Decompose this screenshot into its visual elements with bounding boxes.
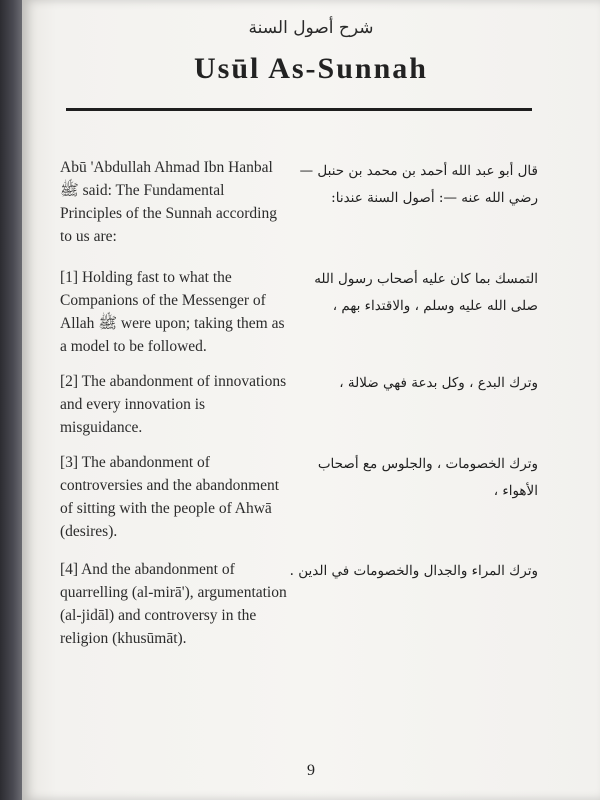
page-number: 9 <box>307 762 315 779</box>
arabic-header-title: شرح أصول السنة <box>248 18 374 38</box>
principle-1-english: [1] Holding fast to what the Companions of the Messenger of Allah ﷺ were upon; taking them as a model to be followed. <box>60 269 285 355</box>
book-spine <box>0 0 22 800</box>
principle-3-english: [3] The abandonment of controversies and the abandonment of sitting with the people of Ahwā (desires). <box>60 454 280 540</box>
page-title: Usūl As-Sunnah <box>194 52 428 85</box>
principle-3-arabic: وترك الخصومات ، والجلوس مع أصحاب الأهواء ، <box>317 456 538 499</box>
principle-2-arabic: وترك البدع ، وكل بدعة فهي ضلالة ، <box>339 375 538 391</box>
principle-1-arabic: التمسك بما كان عليه أصحاب رسول الله صلى الله عليه وسلم ، والاقتداء بهم ، <box>314 271 538 314</box>
principle-2-english: [2] The abandonment of innovations and every innovation is misguidance. <box>60 373 287 436</box>
book-page <box>22 0 600 800</box>
intro-english: Abū 'Abdullah Ahmad Ibn Hanbal ﷺ said: The Fundamental Principles of the Sunnah according to us are: <box>60 159 277 245</box>
principle-4-arabic: وترك المراء والجدال والخصومات في الدين . <box>289 563 538 579</box>
intro-arabic: قال أبو عبد الله أحمد بن محمد بن حنبل — رضي الله عنه —: أصول السنة عندنا: <box>299 163 538 206</box>
title-divider <box>66 108 532 111</box>
principle-4-english: [4] And the abandonment of quarrelling (al-mirā'), argumentation (al-jidāl) and controversy in the religion (khusūmāt). <box>60 561 287 647</box>
